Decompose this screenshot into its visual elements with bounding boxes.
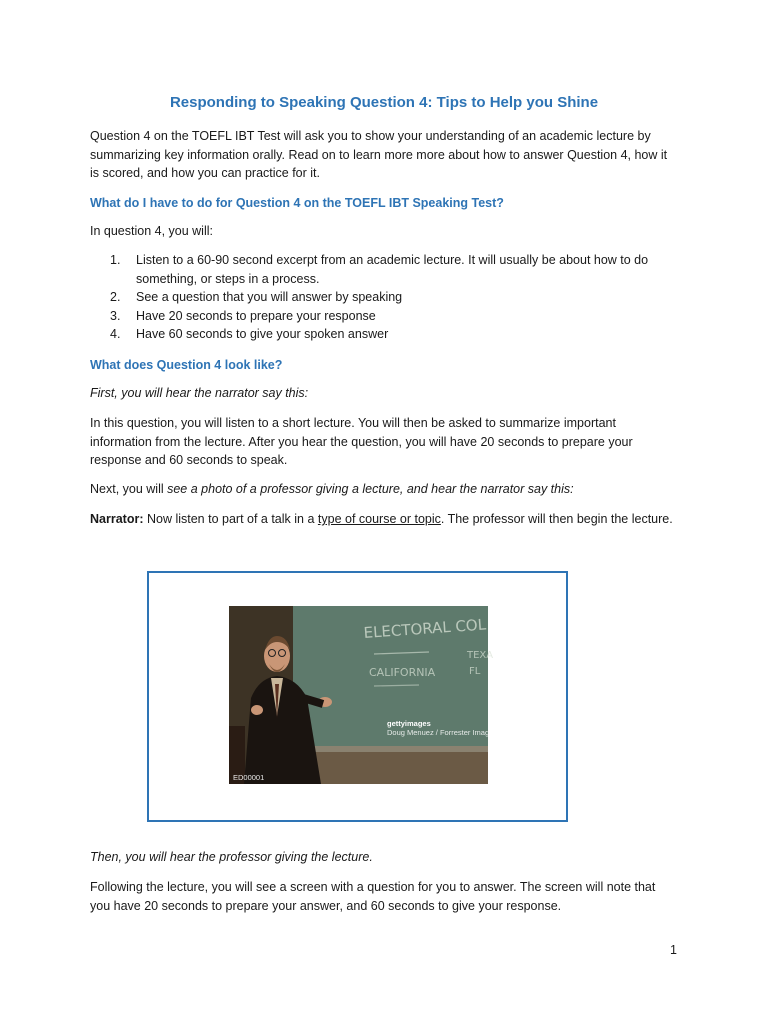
section-heading-what-it-looks-like: What does Question 4 look like? — [90, 358, 283, 372]
intro-paragraph: Question 4 on the TOEFL IBT Test will ask you to show your understanding of an academic lecture by summarizing key information orally. Read on to learn more more about how to answer Question 4, how it is scored, and how you can practice for it. — [90, 129, 668, 180]
steps-list — [90, 251, 678, 344]
after-photo-text: Then, you will hear the professor giving the lecture. — [90, 850, 373, 864]
list-item-text: Listen to a 60-90 second excerpt from an academic lecture. It will usually be about how to do something, or steps in a process. — [136, 253, 649, 286]
following-paragraph: Following the lecture, you will see a screen with a question for you to answer. The screen will note that you have 20 seconds to prepare your answer, and 60 seconds to give your response. — [90, 880, 656, 913]
list-item-text: Have 60 seconds to give your spoken answer — [136, 327, 389, 341]
photo-id: ED00001 — [233, 773, 265, 782]
list-item-text: See a question that you will answer by speaking — [136, 290, 403, 304]
section-lead: In question 4, you will: — [90, 224, 213, 238]
page-number: 1 — [670, 943, 677, 957]
narrator-intro: First, you will hear the narrator say this: — [90, 386, 309, 400]
list-number: 2. — [110, 290, 121, 304]
list-item — [90, 307, 678, 326]
next-instruction-italic: see a photo of a professor giving a lecture, and hear the narrator say this: — [167, 482, 574, 496]
narrator-quote: In this question, you will listen to a short lecture. You will then be asked to summarize important information from the lecture. After you hear the question, you will have 20 seconds to prepare your response and 60 seconds to speak. — [90, 416, 633, 467]
professor-lecture-photo — [229, 606, 498, 784]
chalk-text: TEXA — [467, 650, 494, 661]
section-heading-what-to-do: What do I have to do for Question 4 on the TOEFL IBT Speaking Test? — [90, 196, 504, 210]
list-number: 3. — [110, 308, 121, 323]
narrator-line — [90, 510, 678, 529]
chalk-text: ELECTORAL COL — [363, 615, 487, 642]
watermark-text: gettyimages — [387, 719, 431, 728]
list-number: 4. — [110, 327, 121, 341]
list-item-text: Have 20 seconds to prepare your response — [136, 308, 376, 323]
chalk-text: CALIFORNIA — [369, 666, 436, 679]
chalk-text: FL — [469, 666, 481, 677]
narrator-line-after: . The professor will then begin the lecture. — [440, 512, 673, 526]
list-number: 1. — [110, 253, 121, 267]
list-item — [90, 288, 678, 307]
narrator-line-underlined: type of course or topic — [317, 512, 441, 526]
list-item — [90, 251, 678, 288]
next-instruction — [90, 480, 678, 499]
list-item — [90, 325, 678, 344]
next-instruction-plain: Next, you will — [90, 482, 168, 496]
narrator-label: Narrator: — [90, 512, 144, 526]
watermark-subtext: Doug Menuez / Forrester Images — [387, 728, 498, 737]
document-title: Responding to Speaking Question 4: Tips to Help you Shine — [169, 94, 599, 111]
narrator-line-before: Now listen to part of a talk in a — [143, 512, 318, 526]
